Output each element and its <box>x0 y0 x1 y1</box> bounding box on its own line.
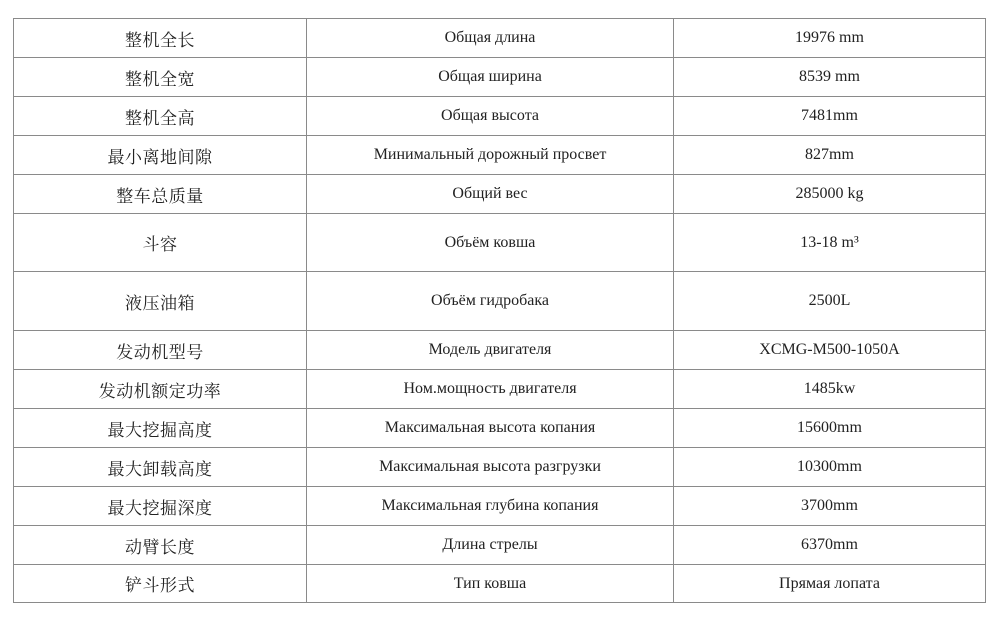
spec-value: 3700mm <box>674 487 986 526</box>
table-row <box>14 526 986 565</box>
ru-label: Общий вес <box>307 175 674 214</box>
spec-value: 1485kw <box>674 370 986 409</box>
table-row <box>14 136 986 175</box>
ru-label: Максимальная высота копания <box>307 409 674 448</box>
table-row <box>14 175 986 214</box>
table-row <box>14 58 986 97</box>
cn-label: 最小离地间隙 <box>14 136 307 175</box>
ru-label: Минимальный дорожный просвет <box>307 136 674 175</box>
cn-label: 最大挖掘深度 <box>14 487 307 526</box>
cn-label: 斗容 <box>14 214 307 272</box>
ru-label: Общая ширина <box>307 58 674 97</box>
table-row <box>14 487 986 526</box>
table-row <box>14 448 986 487</box>
cn-label: 整机全高 <box>14 97 307 136</box>
spec-value: 2500L <box>674 272 986 331</box>
table-row <box>14 272 986 331</box>
spec-value: 7481mm <box>674 97 986 136</box>
spec-value: 827mm <box>674 136 986 175</box>
spec-value: XCMG-M500-1050A <box>674 331 986 370</box>
cn-label: 整机全宽 <box>14 58 307 97</box>
spec-value: 6370mm <box>674 526 986 565</box>
ru-label: Максимальная высота разгрузки <box>307 448 674 487</box>
table-row <box>14 19 986 58</box>
ru-label: Ном.мощность двигателя <box>307 370 674 409</box>
ru-label: Объём ковша <box>307 214 674 272</box>
spec-value: Прямая лопата <box>674 565 986 603</box>
ru-label: Длина стрелы <box>307 526 674 565</box>
cn-label: 液压油箱 <box>14 272 307 331</box>
table-row <box>14 565 986 603</box>
spec-value: 13-18 m³ <box>674 214 986 272</box>
cn-label: 整机全长 <box>14 19 307 58</box>
cn-label: 发动机额定功率 <box>14 370 307 409</box>
cn-label: 动臂长度 <box>14 526 307 565</box>
cn-label: 发动机型号 <box>14 331 307 370</box>
cn-label: 铲斗形式 <box>14 565 307 603</box>
table-row <box>14 409 986 448</box>
ru-label: Общая высота <box>307 97 674 136</box>
table-row <box>14 214 986 272</box>
cn-label: 最大卸载高度 <box>14 448 307 487</box>
spec-value: 10300mm <box>674 448 986 487</box>
ru-label: Тип ковша <box>307 565 674 603</box>
ru-label: Модель двигателя <box>307 331 674 370</box>
ru-label: Общая длина <box>307 19 674 58</box>
spec-table <box>13 18 986 603</box>
cn-label: 整车总质量 <box>14 175 307 214</box>
table-row <box>14 370 986 409</box>
spec-value: 8539 mm <box>674 58 986 97</box>
spec-value: 285000 kg <box>674 175 986 214</box>
ru-label: Объём гидробака <box>307 272 674 331</box>
spec-value: 15600mm <box>674 409 986 448</box>
table-row <box>14 97 986 136</box>
table-row <box>14 331 986 370</box>
spec-value: 19976 mm <box>674 19 986 58</box>
ru-label: Максимальная глубина копания <box>307 487 674 526</box>
cn-label: 最大挖掘高度 <box>14 409 307 448</box>
